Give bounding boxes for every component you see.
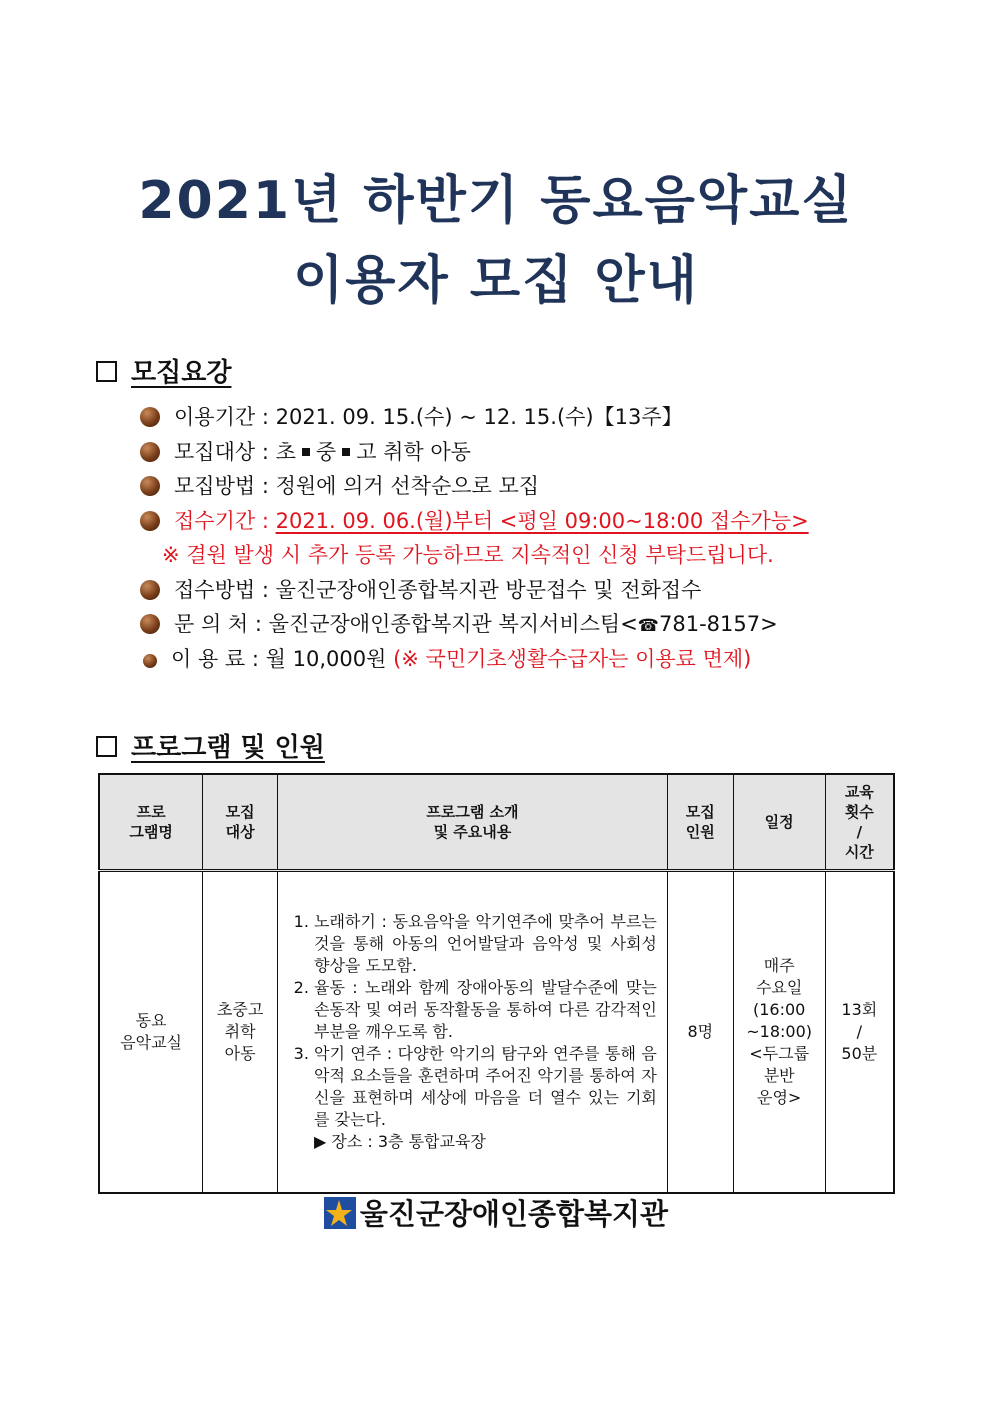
cell-program-content (278, 871, 668, 1194)
footer-organization (0, 1192, 992, 1233)
cell-capacity: 8명 (667, 871, 733, 1194)
page-title-line2: 이용자 모집 안내 (293, 251, 699, 311)
bullet-dot-icon (140, 614, 160, 634)
table-row (99, 871, 894, 1194)
section-program-heading: 프로그램 및 인원 (96, 727, 325, 764)
header-schedule: 일정 (733, 774, 825, 871)
header-sessions: 교육 횟수 / 시간 (825, 774, 894, 871)
phone-icon: ☎ (637, 616, 659, 636)
list-item-application-period: 접수기간 : 2021. 09. 06.(월)부터 <평일 09:00~18:00 접수가능> (140, 504, 809, 538)
list-item-contact: 문 의 처 : 울진군장애인종합복지관 복지서비스팀<☎781-8157> (140, 607, 809, 641)
page-title-line1: 2021년 하반기 동요음악교실 (138, 171, 854, 231)
list-item-application-method: 접수방법 : 울진군장애인종합복지관 방문접수 및 전화접수 (140, 573, 809, 607)
cell-schedule: 매주 수요일 (16:00 ~18:00) <두그룹 분반 운영> (733, 871, 825, 1194)
list-item-period: 이용기간 : 2021. 09. 15.(수) ~ 12. 15.(수)【13주】 (140, 400, 809, 434)
program-table (98, 773, 895, 1194)
header-program-name: 프로 그램명 (99, 774, 203, 871)
content-item-dance: 2. 율동 : 노래와 함께 장애아동의 발달수준에 맞는 손동작 및 여러 동작활동을 통하여 다른 감각적인 부분을 깨우도록 함. (314, 977, 657, 1043)
notice-text: ※ 결원 발생 시 추가 등록 가능하므로 지속적인 신청 부탁드립니다. (162, 543, 774, 567)
list-item-target: 모집대상 : 초 중 고 취학 아동 (140, 435, 809, 469)
header-intro: 프로그램 소개 및 주요내용 (278, 774, 668, 871)
cell-sessions: 13회 / 50분 (825, 871, 894, 1194)
cell-target: 초중고 취학 아동 (203, 871, 278, 1194)
place-text: ▶ 장소 : 3층 통합교육장 (314, 1132, 486, 1151)
content-item-instrument: 3. 악기 연주 : 다양한 악기의 탐구와 연주를 통해 음악적 요소들을 훈련하며 주어진 악기를 통하여 자신을 표현하며 세상에 마음을 더 열수 있는 기회를 갖는다. (314, 1043, 657, 1131)
bullet-dot-icon (140, 580, 160, 600)
square-separator-icon (302, 448, 310, 456)
header-target: 모집 대상 (203, 774, 278, 871)
organization-logo-icon (324, 1197, 356, 1229)
bullet-dot-icon (143, 654, 157, 668)
bullet-dot-icon (140, 476, 160, 496)
header-capacity: 모집 인원 (667, 774, 733, 871)
list-item-method: 모집방법 : 정원에 의거 선착순으로 모집 (140, 469, 809, 503)
content-item-singing: 1. 노래하기 : 동요음악을 악기연주에 맞추어 부르는 것을 통해 아동의 언어발달과 음악성 및 사회성 향상을 도모함. (314, 911, 657, 977)
organization-name: 울진군장애인종합복지관 (359, 1197, 669, 1231)
recruitment-list (140, 400, 809, 676)
list-item-fee: 이 용 료 : 월 10,000원 (※ 국민기초생활수급자는 이용료 면제) (140, 642, 809, 676)
bullet-dot-icon (140, 407, 160, 427)
checkbox-square-icon (96, 736, 117, 757)
cell-program-name: 동요 음악교실 (99, 871, 203, 1194)
bullet-dot-icon (140, 442, 160, 462)
bullet-dot-icon (140, 511, 160, 531)
table-header-row (99, 774, 894, 871)
section-recruitment-heading: 모집요강 (96, 352, 231, 389)
square-separator-icon (342, 448, 350, 456)
checkbox-square-icon (96, 361, 117, 382)
